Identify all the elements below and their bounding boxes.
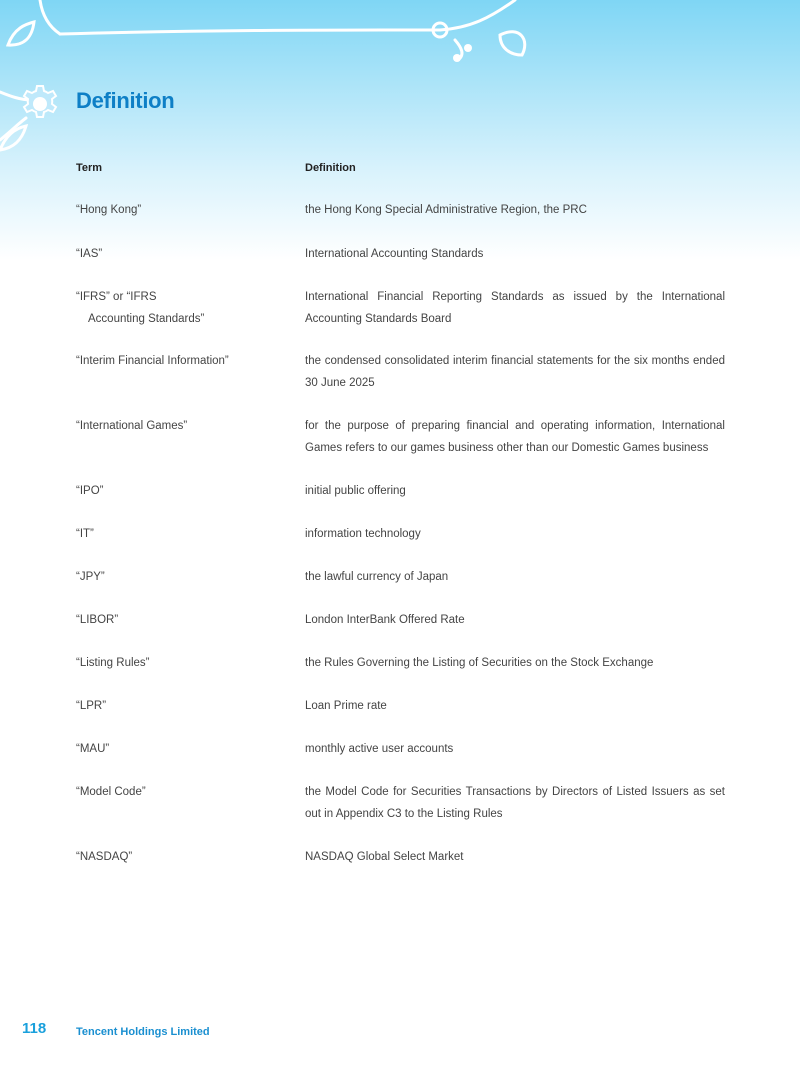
- gear-icon: [20, 84, 60, 124]
- company-name: Tencent Holdings Limited: [76, 1026, 210, 1038]
- definition: information technology: [305, 528, 421, 540]
- column-header-term: Term: [76, 162, 103, 174]
- term: “LPR”: [76, 700, 107, 712]
- term: “Listing Rules”: [76, 657, 150, 669]
- term: “LIBOR”: [76, 614, 119, 626]
- definition: the Hong Kong Special Administrative Region, the PRC: [305, 204, 587, 216]
- definition: International Accounting Standards: [305, 248, 484, 260]
- page-number: 118: [22, 1020, 47, 1037]
- term: “Model Code”: [76, 786, 146, 798]
- term: “Hong Kong”: [76, 204, 142, 216]
- definition: the condensed consolidated interim financial statements for the six months ended 30 June 2025: [305, 355, 725, 389]
- term: “IPO”: [76, 485, 104, 497]
- column-header-definition: Definition: [305, 162, 356, 174]
- definition: initial public offering: [305, 485, 406, 497]
- definition: the Model Code for Securities Transactions by Directors of Listed Issuers as set out in Appendix C3 to the Listing Rules: [305, 786, 725, 820]
- definition: International Financial Reporting Standards as issued by the International Accounting Standards Board: [305, 291, 725, 325]
- definition: London InterBank Offered Rate: [305, 614, 465, 626]
- term: “IT”: [76, 528, 94, 540]
- term-line-2: Accounting Standards”: [88, 313, 205, 325]
- definition: monthly active user accounts: [305, 743, 454, 755]
- definition: the lawful currency of Japan: [305, 571, 449, 583]
- page-footer: [22, 1020, 210, 1038]
- term: “MAU”: [76, 743, 110, 755]
- definition: for the purpose of preparing financial and operating information, International Games refers to our games business other than our Domestic Games business: [305, 420, 725, 454]
- term: “Interim Financial Information”: [76, 355, 229, 367]
- term-line-1: “IFRS” or “IFRS: [76, 291, 157, 303]
- term: “International Games”: [76, 420, 188, 432]
- page-title: Definition: [76, 88, 175, 113]
- term: “IAS”: [76, 248, 103, 260]
- term: [76, 286, 291, 330]
- definition: Loan Prime rate: [305, 700, 387, 712]
- term: “JPY”: [76, 571, 105, 583]
- term: “NASDAQ”: [76, 851, 133, 863]
- vine-decoration-icon: [0, 0, 800, 170]
- definition: the Rules Governing the Listing of Securities on the Stock Exchange: [305, 657, 654, 669]
- definition: NASDAQ Global Select Market: [305, 851, 464, 863]
